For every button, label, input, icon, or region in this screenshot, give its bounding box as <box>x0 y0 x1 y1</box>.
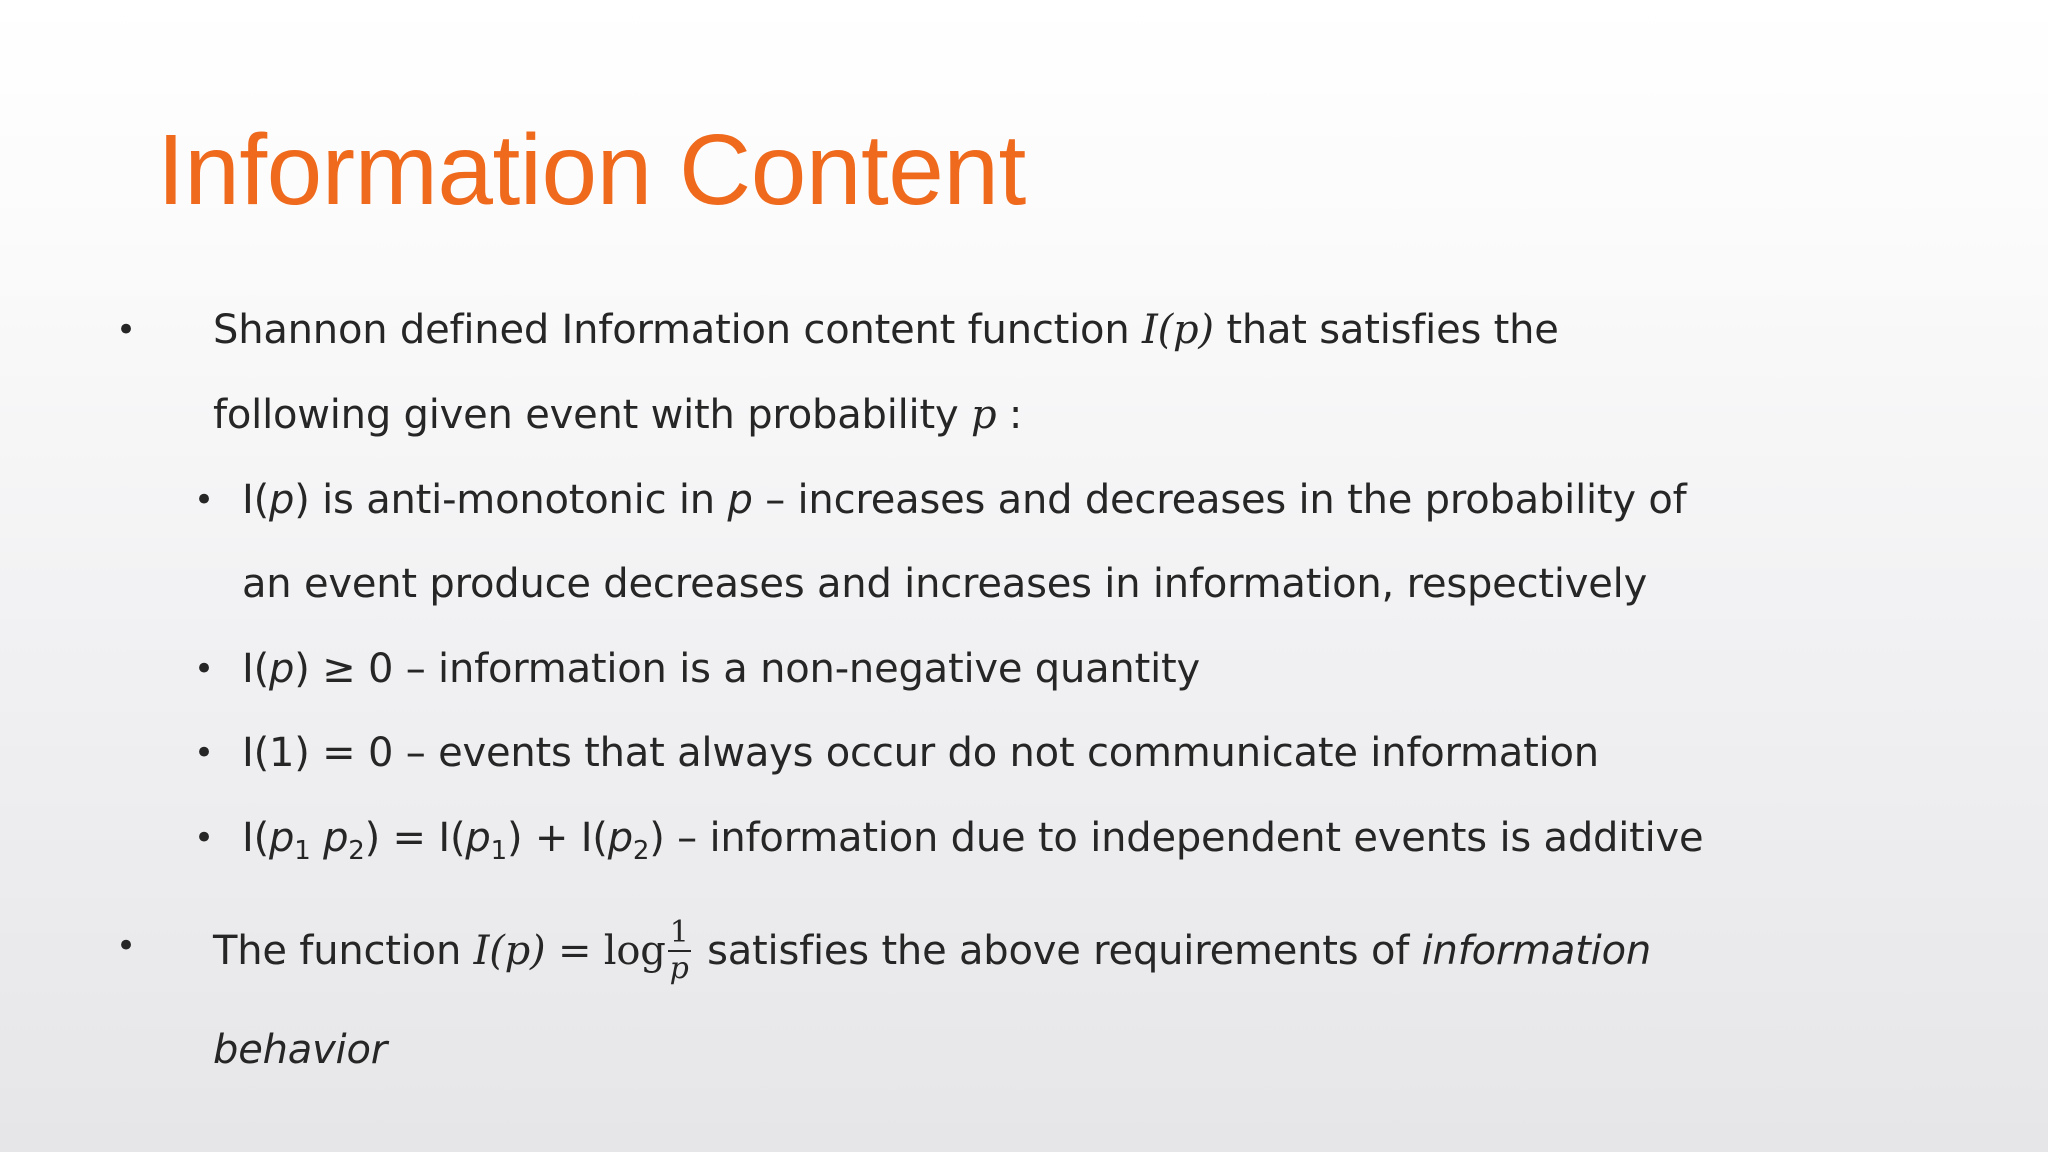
sub-bullet-marker: • <box>194 480 215 520</box>
text: p <box>727 477 753 523</box>
bullet-1-line-2 <box>213 387 1022 443</box>
text: p <box>269 477 295 523</box>
text: behavior <box>213 1027 387 1073</box>
sub-bullet-marker: • <box>194 649 215 689</box>
text: I( <box>242 646 270 692</box>
sub-bullet-4 <box>242 810 1703 866</box>
subscript: 1 <box>490 836 507 866</box>
slide-title: Information Content <box>157 114 1026 226</box>
fraction <box>668 916 691 986</box>
bullet-marker: • <box>116 926 137 966</box>
text: ) is anti-monotonic in <box>294 477 728 523</box>
text: ) = I( <box>364 815 466 861</box>
subscript: 2 <box>348 836 365 866</box>
sub-bullet-1-line-1 <box>242 472 1687 528</box>
sub-bullet-marker: • <box>194 818 215 858</box>
text: p <box>269 815 295 861</box>
sub-bullet-3: I(1) = 0 – events that always occur do not communicate information <box>242 730 1599 776</box>
text: ) + I( <box>506 815 608 861</box>
bullet-2-line-1 <box>213 915 1651 988</box>
text: I( <box>242 477 270 523</box>
text: following given event with probability <box>213 392 971 438</box>
subscript: 1 <box>294 836 311 866</box>
bullet-marker: • <box>116 310 137 350</box>
math-expression: I(p) <box>1142 307 1214 353</box>
math-expression: p <box>970 392 997 438</box>
text: : <box>996 392 1023 438</box>
text: p <box>465 815 491 861</box>
text: information <box>1421 928 1651 974</box>
sub-bullet-marker: • <box>194 733 215 773</box>
fraction-numerator: 1 <box>669 915 689 950</box>
math-expression: I(p) <box>473 928 546 974</box>
math-expression: = log <box>545 928 666 974</box>
text: p <box>607 815 633 861</box>
text: p <box>323 815 349 861</box>
text: – increases and decreases in the probability of <box>752 477 1687 523</box>
text: I( <box>242 815 270 861</box>
text: ) – information due to independent events is additive <box>649 815 1704 861</box>
bullet-1-line-1 <box>213 302 1559 358</box>
subscript: 2 <box>632 836 650 866</box>
sub-bullet-1-line-2: an event produce decreases and increases in information, respectively <box>242 561 1648 607</box>
fraction-denominator: p <box>669 951 689 986</box>
text: that satisfies the <box>1213 307 1559 353</box>
text: ) ≥ 0 – information is a non-negative quantity <box>294 646 1200 692</box>
sub-bullet-2 <box>242 641 1200 697</box>
text: satisfies the above requirements of <box>694 928 1422 974</box>
text: The function <box>213 928 474 974</box>
text: Shannon defined Information content function <box>213 307 1142 353</box>
bullet-2-line-2 <box>213 1022 387 1078</box>
text: p <box>269 646 295 692</box>
